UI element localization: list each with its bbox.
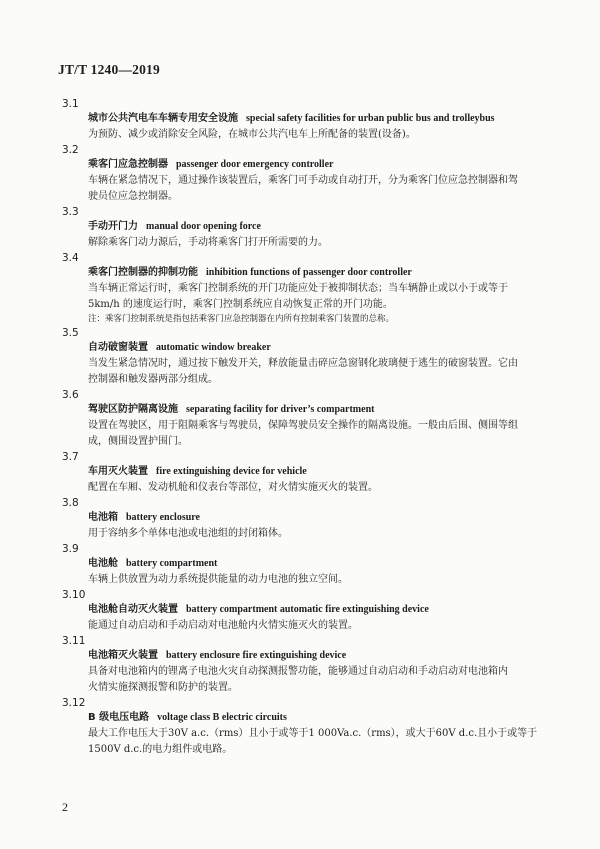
definition-line: 解除乘客门动力源后，手动将乘客门打开所需要的力。 bbox=[88, 237, 328, 248]
term-title-en: manual door opening force bbox=[146, 221, 261, 232]
definition-line: 用于容纳多个单体电池或电池组的封闭箱体。 bbox=[88, 528, 288, 539]
term-3-3 bbox=[62, 205, 562, 251]
definition-line: 驶员位应急控制器。 bbox=[88, 191, 178, 202]
term-title-en: inhibition functions of passenger door controller bbox=[206, 267, 412, 278]
term-title bbox=[62, 265, 562, 281]
term-definition bbox=[62, 664, 562, 696]
term-definition bbox=[62, 618, 562, 634]
term-3-5 bbox=[62, 326, 562, 388]
term-title-zh: 电池箱 bbox=[88, 512, 118, 523]
term-definition bbox=[62, 526, 562, 542]
definition-line: 为预防、减少或消除安全风险，在城市公共汽电车上所配备的装置(设备)。 bbox=[88, 129, 416, 140]
term-number: 3.3 bbox=[62, 206, 79, 218]
term-title-zh: 电池舱自动灭火装置 bbox=[88, 604, 178, 615]
term-number: 3.5 bbox=[62, 327, 79, 339]
term-3-9 bbox=[62, 542, 562, 588]
term-title-en: passenger door emergency controller bbox=[176, 159, 334, 170]
term-title bbox=[62, 340, 562, 356]
term-number: 3.7 bbox=[62, 451, 79, 463]
term-title-zh: 驾驶区防护隔离设施 bbox=[88, 404, 178, 415]
term-title-zh: 城市公共汽电车车辆专用安全设施 bbox=[88, 113, 238, 124]
term-title bbox=[62, 219, 562, 235]
term-number: 3.10 bbox=[62, 589, 86, 601]
term-title-en: automatic window breaker bbox=[156, 342, 271, 353]
term-definition bbox=[62, 480, 562, 496]
definition-line: 能通过自动启动和手动启动对电池舱内火情实施灭火的装置。 bbox=[88, 620, 358, 631]
definition-line: 1500V d.c.的电力组件或电路。 bbox=[88, 744, 233, 755]
term-number: 3.1 bbox=[62, 98, 79, 110]
term-definition bbox=[62, 127, 562, 143]
term-3-2 bbox=[62, 143, 562, 205]
definition-line: 当车辆正常运行时，乘客门控制系统的开门功能应处于被抑制状态；当车辆静止或以小于或等于 bbox=[88, 283, 508, 294]
term-title-en: special safety facilities for urban public bus and trolleybus bbox=[246, 113, 495, 124]
term-definition bbox=[62, 726, 562, 758]
term-number: 3.9 bbox=[62, 543, 79, 555]
term-title-zh: 乘客门控制器的抑制功能 bbox=[88, 267, 198, 278]
definition-line: 当发生紧急情况时，通过按下触发开关，释放能量击碎应急窗钢化玻璃便于逃生的破窗装置。它由 bbox=[88, 358, 518, 369]
term-title-en: voltage class B electric circuits bbox=[157, 712, 287, 723]
term-title bbox=[62, 648, 562, 664]
definition-line: 车辆上供放置为动力系统提供能量的动力电池的独立空间。 bbox=[88, 574, 348, 585]
term-title-zh: 自动破窗装置 bbox=[88, 342, 148, 353]
term-title bbox=[62, 402, 562, 418]
definition-line: 控制器和触发器两部分组成。 bbox=[88, 374, 218, 385]
term-definition bbox=[62, 356, 562, 388]
term-title bbox=[62, 111, 562, 127]
term-title bbox=[62, 710, 562, 726]
term-3-6 bbox=[62, 388, 562, 450]
term-title-en: separating facility for driver’s compartment bbox=[186, 404, 375, 415]
standard-code-header: JT/T 1240—2019 bbox=[58, 62, 160, 77]
term-title bbox=[62, 556, 562, 572]
term-3-8 bbox=[62, 496, 562, 542]
term-3-12 bbox=[62, 696, 562, 758]
term-3-1 bbox=[62, 97, 562, 143]
term-definition bbox=[62, 235, 562, 251]
term-number: 3.6 bbox=[62, 389, 79, 401]
term-number: 3.4 bbox=[62, 252, 79, 264]
term-note: 注：乘客门控制系统是指包括乘客门应急控制器在内所有控制乘客门装置的总称。 bbox=[88, 314, 395, 324]
term-number: 3.12 bbox=[62, 697, 86, 709]
term-3-4 bbox=[62, 251, 562, 326]
page-number: 2 bbox=[62, 800, 68, 814]
definition-line: 设置在驾驶区，用于阻隔乘客与驾驶员，保障驾驶员安全操作的隔离设施。一般由后围、侧围等组 bbox=[88, 420, 518, 431]
term-3-11 bbox=[62, 634, 562, 696]
term-title-zh: 手动开门力 bbox=[88, 221, 138, 232]
terms-section bbox=[62, 97, 562, 758]
term-title-en: battery compartment automatic fire extinguishing device bbox=[186, 604, 429, 615]
term-definition bbox=[62, 572, 562, 588]
term-number: 3.2 bbox=[62, 144, 79, 156]
definition-line: 最大工作电压大于30V a.c.（rms）且小于或等于1 000Va.c.（rms），或大于60V d.c.且小于或等于 bbox=[88, 728, 538, 739]
term-number: 3.8 bbox=[62, 497, 79, 509]
definition-line: 配置在车厢、发动机舱和仪表台等部位，对火情实施灭火的装置。 bbox=[88, 482, 378, 493]
term-title-en: battery enclosure bbox=[126, 512, 200, 523]
definition-line: 成，侧围设置护围门。 bbox=[88, 436, 188, 447]
definition-line: 5km/h 的速度运行时，乘客门控制系统应自动恢复正常的开门功能。 bbox=[88, 299, 393, 310]
term-definition bbox=[62, 418, 562, 450]
term-number: 3.11 bbox=[62, 635, 86, 647]
term-3-7 bbox=[62, 450, 562, 496]
term-title bbox=[62, 510, 562, 526]
term-title-en: fire extinguishing device for vehicle bbox=[156, 466, 307, 477]
term-title-zh: B 级电压电路 bbox=[88, 712, 150, 723]
term-title-en: battery enclosure fire extinguishing device bbox=[166, 650, 347, 661]
term-title-en: battery compartment bbox=[126, 558, 218, 569]
term-title-zh: 车用灭火装置 bbox=[88, 466, 148, 477]
term-3-10 bbox=[62, 588, 562, 634]
term-title bbox=[62, 157, 562, 173]
definition-line: 具备对电池箱内的锂离子电池火灾自动探测报警功能，能够通过自动启动和手动启动对电池箱内 bbox=[88, 666, 508, 677]
term-title-zh: 电池舱 bbox=[88, 558, 118, 569]
definition-line: 火情实施探测报警和防护的装置。 bbox=[88, 682, 238, 693]
definition-line: 车辆在紧急情况下，通过操作该装置后，乘客门可手动或自动打开，分为乘客门位应急控制器和驾 bbox=[88, 175, 518, 186]
term-title bbox=[62, 464, 562, 480]
term-title bbox=[62, 602, 562, 618]
term-definition bbox=[62, 281, 562, 313]
term-definition bbox=[62, 173, 562, 205]
term-title-zh: 乘客门应急控制器 bbox=[88, 159, 168, 170]
term-title-zh: 电池箱灭火装置 bbox=[88, 650, 158, 661]
